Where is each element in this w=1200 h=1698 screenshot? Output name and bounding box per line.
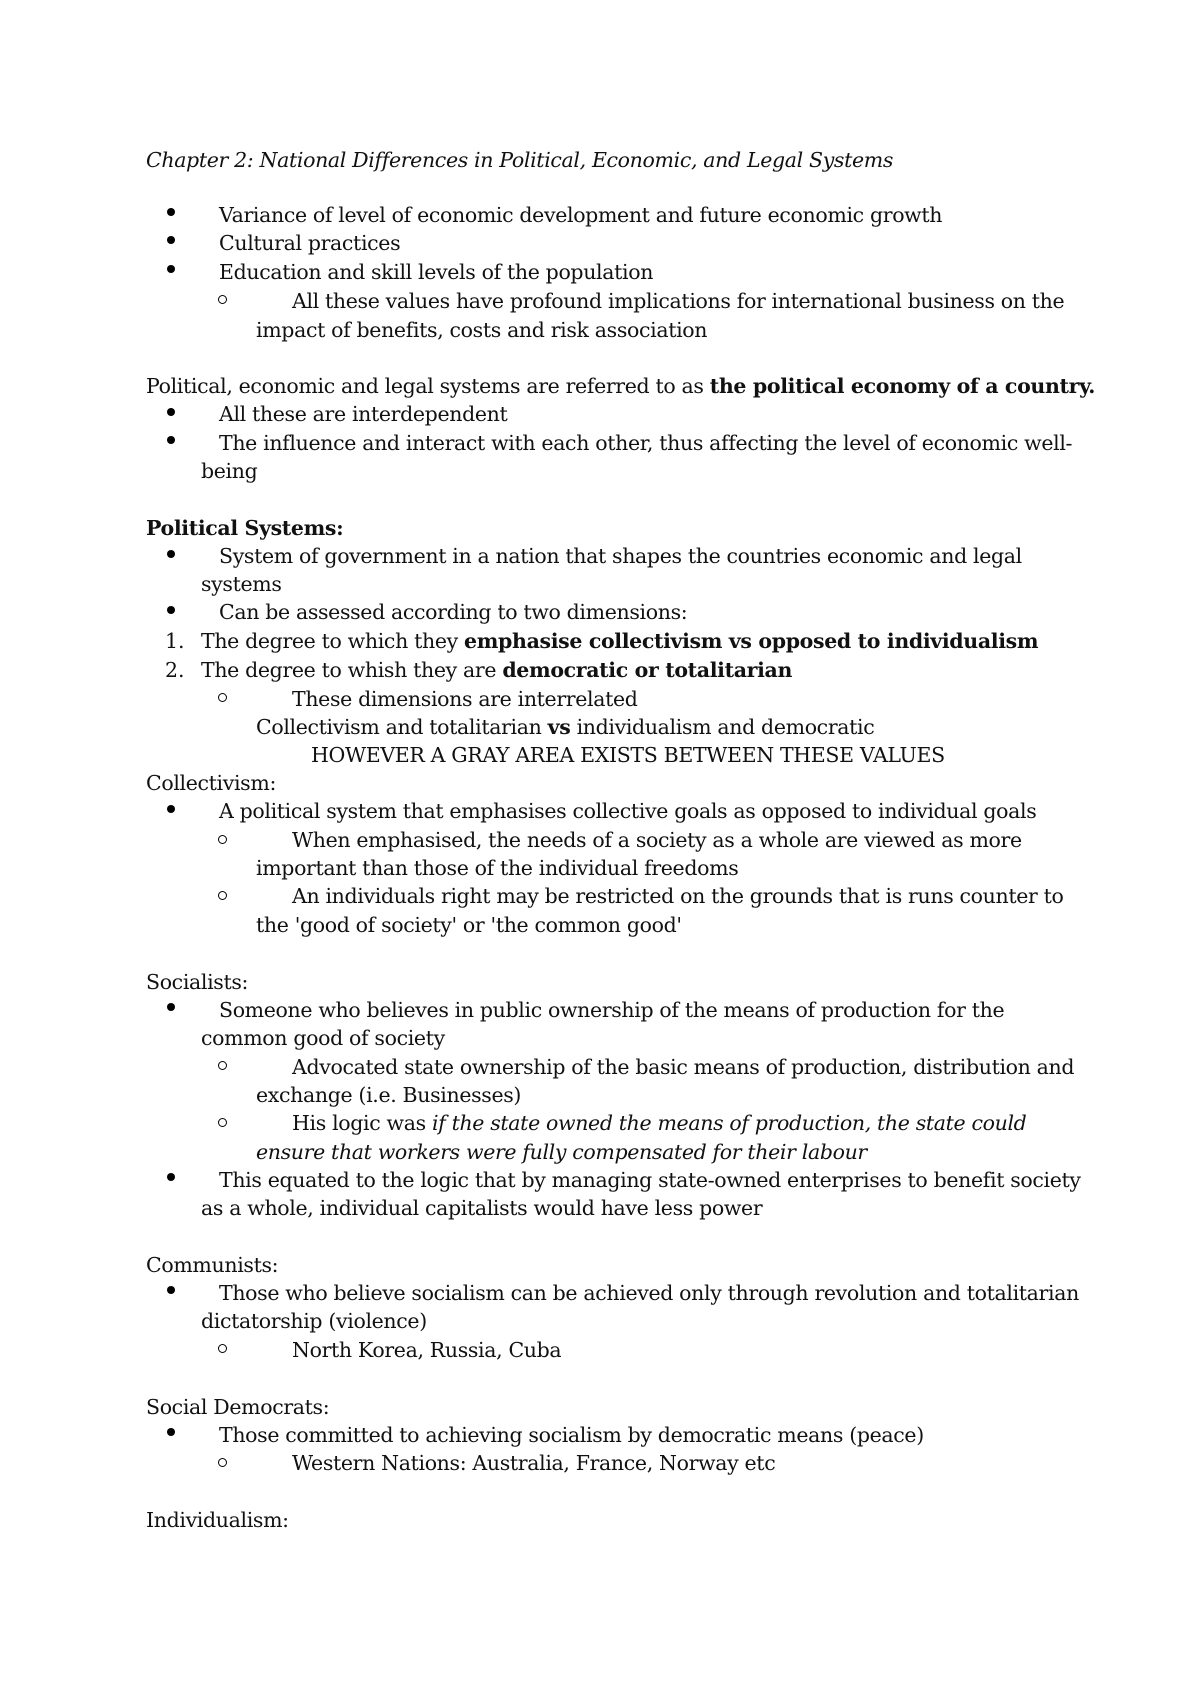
circle-bullet-icon (218, 891, 227, 900)
paragraph: Political, economic and legal systems are referred to as the political economy of a country. (146, 374, 1096, 398)
list-item-continuation: exchange (i.e. Businesses) (256, 1083, 522, 1107)
list-item: Can be assessed according to two dimensions: (219, 600, 688, 624)
list-item: All these are interdependent (219, 402, 508, 426)
bullet-icon (167, 265, 175, 273)
list-item-continuation: dictatorship (violence) (201, 1309, 427, 1333)
circle-bullet-icon (218, 1118, 227, 1127)
list-item: North Korea, Russia, Cuba (292, 1338, 562, 1362)
list-item: Someone who believes in public ownership of the means of production for the (219, 998, 1005, 1022)
list-item-continuation: impact of benefits, costs and risk association (256, 318, 708, 342)
bullet-icon (167, 606, 175, 614)
circle-bullet-icon (218, 693, 227, 702)
bullet-icon (167, 1003, 175, 1011)
comparison-line: Collectivism and totalitarian vs individualism and democratic (256, 715, 875, 739)
page-title: Chapter 2: National Differences in Political, Economic, and Legal Systems (146, 148, 894, 172)
list-item: Advocated state ownership of the basic means of production, distribution and (292, 1055, 1075, 1079)
list-item-continuation: common good of society (201, 1026, 445, 1050)
bullet-icon (167, 1173, 175, 1181)
section-heading: Communists: (146, 1253, 279, 1277)
list-item-continuation: the 'good of society' or 'the common good' (256, 913, 682, 937)
list-item: Cultural practices (219, 231, 401, 255)
numbered-item: The degree to whish they are democratic or totalitarian (201, 658, 793, 682)
list-item: System of government in a nation that shapes the countries economic and legal (219, 544, 1022, 568)
bullet-icon (167, 1428, 175, 1436)
list-item: An individuals right may be restricted on the grounds that is runs counter to (292, 884, 1064, 908)
circle-bullet-icon (218, 835, 227, 844)
section-heading: Social Democrats: (146, 1395, 330, 1419)
list-item-continuation: being (201, 459, 258, 483)
list-item-continuation: as a whole, individual capitalists would have less power (201, 1196, 763, 1220)
list-item: The influence and interact with each other, thus affecting the level of economic well- (219, 431, 1073, 455)
circle-bullet-icon (218, 1344, 227, 1353)
list-number: 1. (165, 629, 185, 653)
circle-bullet-icon (218, 1458, 227, 1467)
numbered-item: The degree to which they emphasise collectivism vs opposed to individualism (201, 629, 1039, 653)
bullet-icon (167, 408, 175, 416)
bullet-icon (167, 236, 175, 244)
list-item: Western Nations: Australia, France, Norway etc (292, 1451, 776, 1475)
list-item: A political system that emphasises collective goals as opposed to individual goals (219, 799, 1037, 823)
list-item: Education and skill levels of the population (219, 260, 654, 284)
list-item-continuation: ensure that workers were fully compensated for their labour (256, 1140, 867, 1164)
list-item: All these values have profound implications for international business on the (292, 289, 1065, 313)
list-item: His logic was if the state owned the means of production, the state could (292, 1111, 1027, 1135)
list-item-continuation: systems (201, 572, 282, 596)
bullet-icon (167, 805, 175, 813)
list-item-continuation: important than those of the individual freedoms (256, 856, 739, 880)
list-item: Variance of level of economic development and future economic growth (219, 203, 943, 227)
section-heading: Individualism: (146, 1508, 289, 1532)
section-heading: Collectivism: (146, 771, 277, 795)
list-item: These dimensions are interrelated (292, 687, 638, 711)
list-item: Those who believe socialism can be achieved only through revolution and totalitarian (219, 1281, 1079, 1305)
section-heading: Political Systems: (146, 516, 344, 540)
bullet-icon (167, 436, 175, 444)
circle-bullet-icon (218, 1061, 227, 1070)
bullet-icon (167, 550, 175, 558)
list-item: This equated to the logic that by managing state-owned enterprises to benefit society (219, 1168, 1081, 1192)
bullet-icon (167, 208, 175, 216)
list-number: 2. (165, 658, 185, 682)
list-item: When emphasised, the needs of a society as a whole are viewed as more (292, 828, 1022, 852)
list-item: Those committed to achieving socialism by democratic means (peace) (219, 1423, 924, 1447)
section-heading: Socialists: (146, 970, 249, 994)
bullet-icon (167, 1286, 175, 1294)
circle-bullet-icon (218, 295, 227, 304)
gray-area-note: HOWEVER A GRAY AREA EXISTS BETWEEN THESE VALUES (311, 743, 945, 767)
